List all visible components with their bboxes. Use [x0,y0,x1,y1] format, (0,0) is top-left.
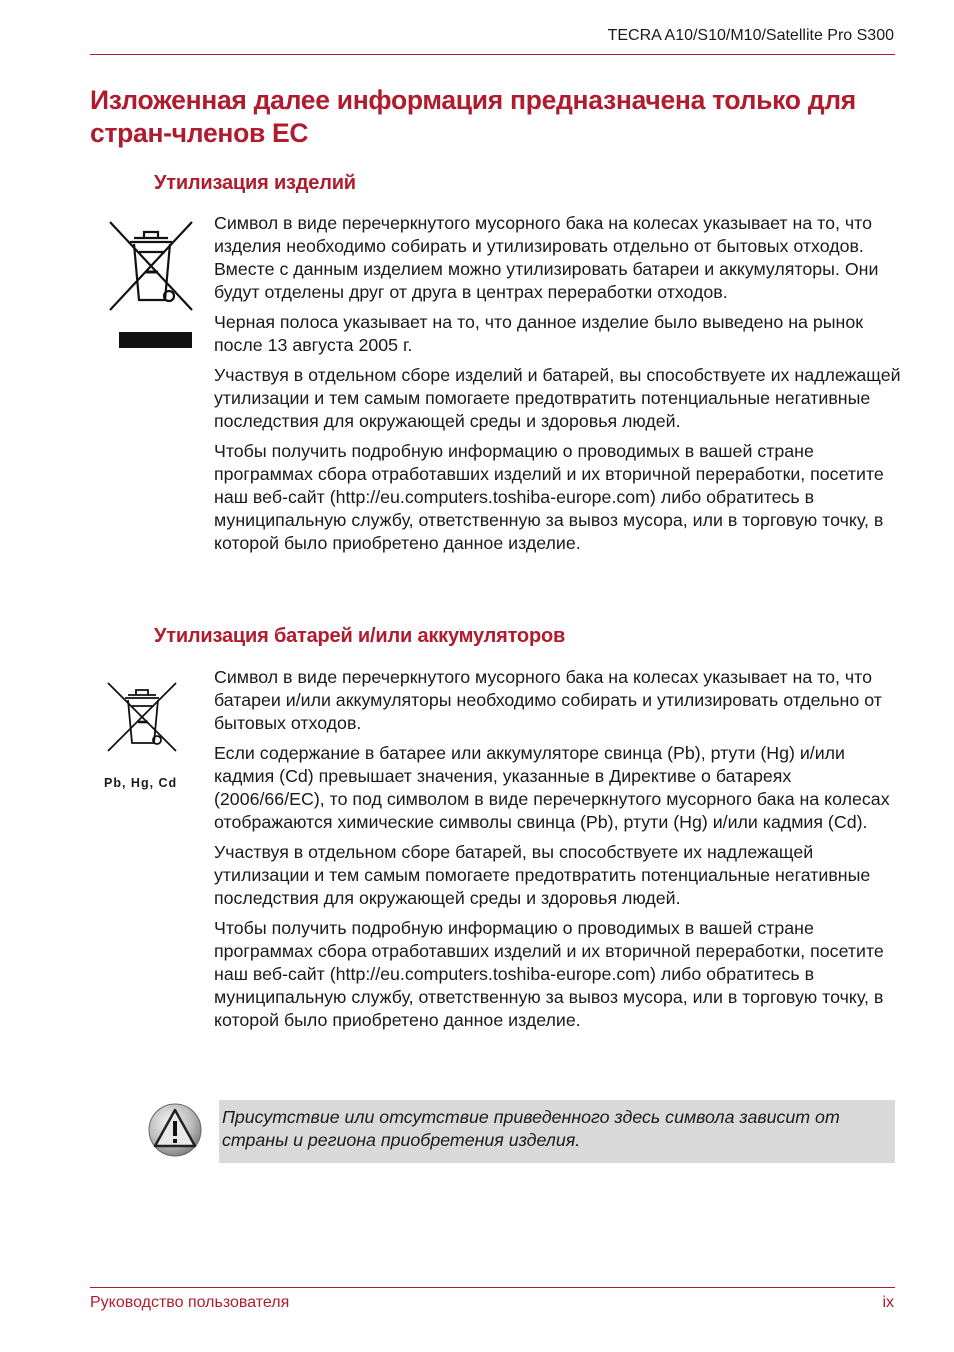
header-divider [90,54,895,55]
paragraph: Участвуя в отдельном сборе изделий и батарей, вы способствуете их надлежащей утилизации и тем самым помогаете предотвратить потенциальные негативные последствия для окружающей среды и здоровья людей. [214,365,901,431]
paragraph: Чтобы получить подробную информацию о проводимых в вашей стране программах сбора отработавших изделий и их вторичной переработки, посетите наш веб-сайт (http://eu.computers.toshiba-europe.com) либо обратитесь в муниципальную службу, ответственную за вывоз мусора, или в торговую точку, в которой было приобретено данное изделие. [214,441,884,553]
chemical-symbols-label: Pb, Hg, Cd [104,776,178,790]
paragraph: Символ в виде перечеркнутого мусорного бака на колесах указывает на то, что изделия необходимо собирать и утилизировать отдельно от бытовых отходов. Вместе с данным изделием можно утилизировать батареи и аккумуляторы. Они будут отделены друг от друга в центрах переработки отходов. [214,213,879,302]
paragraph: Участвуя в отдельном сборе батарей, вы способствуете их надлежащей утилизации и тем самым помогаете предотвратить потенциальные негативные последствия для окружающей среды и здоровья людей. [214,842,871,908]
section-body-product-disposal [214,212,904,562]
paragraph: Черная полоса указывает на то, что данное изделие было выведено на рынок после 13 августа 2005 г. [214,312,864,355]
header-title: TECRA A10/S10/M10/Satellite Pro S300 [607,27,894,44]
paragraph: Символ в виде перечеркнутого мусорного бака на колесах указывает на то, что батареи и/или аккумуляторы необходимо собирать и утилизировать отдельно от бытовых отходов. [214,667,882,733]
section-title-battery-disposal: Утилизация батарей и/или аккумуляторов [154,625,566,647]
page-title: Изложенная далее информация предназначена только для стран-членов ЕС [90,85,856,148]
section-body-battery-disposal [214,666,904,1039]
section-title-product-disposal: Утилизация изделий [154,172,356,194]
note-text: Присутствие или отсутствие приведенного здесь символа зависит от страны и региона приобретения изделия. [222,1107,840,1150]
warning-icon [147,1102,203,1158]
crossed-wheelie-bin-icon [106,681,178,753]
footer-divider [90,1287,895,1288]
crossed-wheelie-bin-icon [108,220,194,312]
paragraph: Чтобы получить подробную информацию о проводимых в вашей стране программах сбора отработавших изделий и их вторичной переработки, посетите наш веб-сайт (http://eu.computers.toshiba-europe.com) либо обратитесь в муниципальную службу, ответственную за вывоз мусора, или в торговую точку, в которой было приобретено данное изделие. [214,918,884,1030]
page-number: ix [882,1294,894,1311]
footer-document-title: Руководство пользователя [90,1294,290,1311]
black-bar-symbol [119,332,192,348]
paragraph: Если содержание в батарее или аккумуляторе свинца (Pb), ртути (Hg) и/или кадмия (Cd) превышает значения, указанные в Директиве о батареях (2006/66/EC), то под символом в виде перечеркнутого мусорного бака на колесах отображаются химические символы свинца (Pb), ртути (Hg) и/или кадмия (Cd). [214,743,890,832]
